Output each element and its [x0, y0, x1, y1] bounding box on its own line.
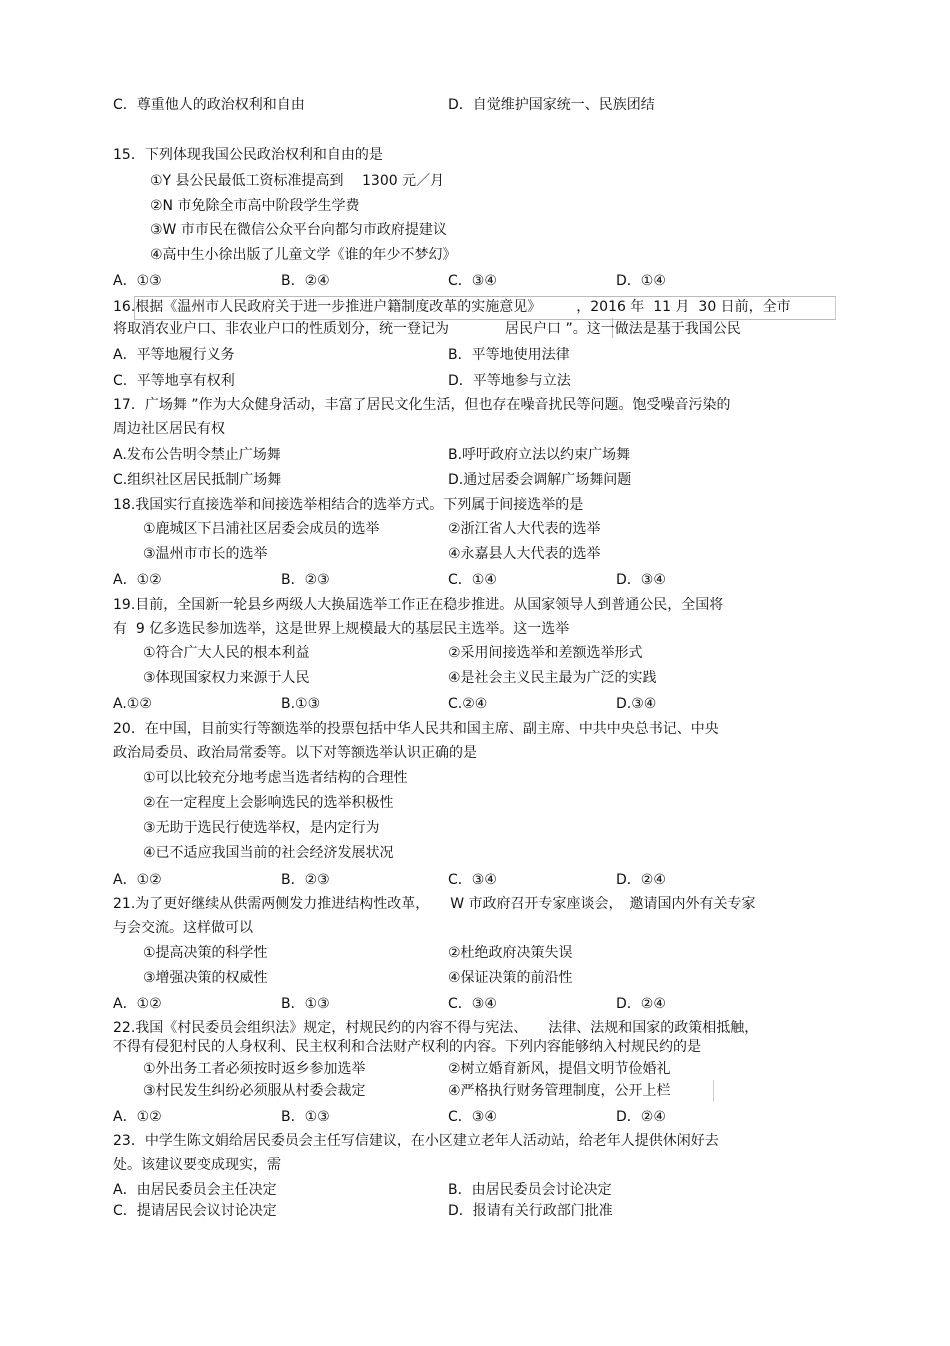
statement-4: ④已不适应我国当前的社会经济发展状况 [143, 845, 394, 861]
option-b: B．由居民委员会讨论决定 [448, 1182, 612, 1198]
option-c: C．③④ [448, 996, 497, 1012]
statement-2: ②浙江省人大代表的选举 [448, 521, 601, 537]
statement-2: ②树立婚育新风，提倡文明节俭婚礼 [448, 1061, 671, 1077]
question-23-stem: 23．中学生陈文娟给居民委员会主任写信建议，在小区建立老年人活动站，给老年人提供休闲好去 [113, 1133, 719, 1149]
option-c: C．提请居民会议讨论决定 [113, 1203, 277, 1219]
statement-3: ③增强决策的权威性 [143, 970, 268, 986]
option-a: A．由居民委员会主任决定 [113, 1182, 277, 1198]
statement-3: ③体现国家权力来源于人民 [143, 670, 310, 686]
option-a: A．①② [113, 572, 162, 588]
option-c: C．尊重他人的政治权利和自由 [113, 97, 305, 113]
question-21-stem: 21.为了更好继续从供需两侧发力推进结构性改革， W 市政府召开专家座谈会， 邀请国内外有关专家 [113, 896, 756, 912]
statement-2: ②采用间接选举和差额选举形式 [448, 645, 643, 661]
option-a: A．①② [113, 1109, 162, 1125]
option-b: B．②④ [281, 273, 330, 289]
option-c: C．③④ [448, 273, 497, 289]
question-16-stem: 16.根据《温州市人民政府关于进一步推进户籍制度改革的实施意见》 ，2016 年 11 月 30 日前，全市 [113, 299, 791, 315]
option-b: B．平等地使用法律 [448, 347, 570, 363]
highlight-divider [713, 1080, 714, 1102]
option-b: B．②③ [281, 872, 330, 888]
option-d: D．②④ [616, 872, 666, 888]
option-d: D．②④ [616, 1109, 666, 1125]
statement-2: ②杜绝政府决策失误 [448, 945, 573, 961]
option-b: B.呼吁政府立法以约束广场舞 [448, 447, 631, 463]
option-d: D．①④ [616, 273, 666, 289]
option-d: D．平等地参与立法 [448, 373, 571, 389]
question-23-stem-cont: 处。该建议要变成现实，需 [113, 1157, 281, 1173]
option-d: D.通过居委会调解广场舞问题 [448, 472, 632, 488]
option-c: C．平等地享有权利 [113, 373, 235, 389]
option-c: C.②④ [448, 696, 488, 712]
option-a: A.①② [113, 696, 152, 712]
statement-3: ③温州市市长的选举 [143, 546, 268, 562]
option-b: B．①③ [281, 1109, 330, 1125]
option-d: D．报请有关行政部门批准 [448, 1203, 613, 1219]
option-a: A．①② [113, 996, 162, 1012]
option-d: D．③④ [616, 572, 666, 588]
statement-4: ④高中生小徐出版了儿童文学《谁的年少不梦幻》 [150, 247, 457, 263]
question-22-stem: 22.我国《村民委员会组织法》规定，村规民约的内容不得与宪法、 法律、法规和国家的政策相抵触， [113, 1020, 759, 1036]
statement-1: ①外出务工者必须按时返乡参加选举 [143, 1061, 366, 1077]
question-15-stem: 15．下列体现我国公民政治权利和自由的是 [113, 147, 383, 163]
statement-4: ④是社会主义民主最为广泛的实践 [448, 670, 657, 686]
option-d: D．自觉维护国家统一、民族团结 [448, 97, 655, 113]
question-17-stem: 17．广场舞 ”作为大众健身活动，丰富了居民文化生活，但也存在噪音扰民等问题。饱受噪音污染的 [113, 397, 731, 413]
option-b: B.①③ [281, 696, 321, 712]
option-a: A．平等地履行义务 [113, 347, 235, 363]
question-22-stem-cont: 不得有侵犯村民的人身权利、民主权利和合法财产权利的内容。下列内容能够纳入村规民约的是 [113, 1039, 701, 1055]
question-20-stem: 20．在中国，目前实行等额选举的投票包括中华人民共和国主席、副主席、中共中央总书记、中央 [113, 721, 719, 737]
statement-1: ①提高决策的科学性 [143, 945, 268, 961]
statement-3: ③W 市市民在微信公众平台向都匀市政府提建议 [150, 222, 447, 238]
statement-4: ④严格执行财务管理制度，公开上栏 [448, 1083, 671, 1099]
question-19-stem: 19.目前，全国新一轮县乡两级人大换届选举工作正在稳步推进。从国家领导人到普通公民，全国将 [113, 597, 724, 613]
option-c: C．③④ [448, 1109, 497, 1125]
statement-1: ①符合广大人民的根本利益 [143, 645, 310, 661]
statement-1: ①可以比较充分地考虑当选者结构的合理性 [143, 770, 408, 786]
statement-1: ①鹿城区下吕浦社区居委会成员的选举 [143, 521, 380, 537]
option-d: D.③④ [616, 696, 657, 712]
statement-4: ④保证决策的前沿性 [448, 970, 573, 986]
option-a: A．①② [113, 872, 162, 888]
option-a: A．①③ [113, 273, 162, 289]
question-16-stem-cont: 将取消农业户口、非农业户口的性质划分，统一登记为 居民户口 ”。这一做法是基于我国公民 [113, 321, 741, 337]
option-a: A.发布公告明令禁止广场舞 [113, 447, 281, 463]
statement-3: ③村民发生纠纷必须服从村委会裁定 [143, 1083, 366, 1099]
question-17-stem-cont: 周边社区居民有权 [113, 421, 225, 437]
question-20-stem-cont: 政治局委员、政治局常委等。以下对等额选举认识正确的是 [113, 745, 477, 761]
statement-1: ①Y 县公民最低工资标准提高到 1300 元／月 [150, 173, 445, 189]
question-21-stem-cont: 与会交流。这样做可以 [113, 920, 253, 936]
option-b: B．②③ [281, 572, 330, 588]
question-19-stem-cont: 有 9 亿多选民参加选举，这是世界上规模最大的基层民主选举。这一选举 [113, 621, 570, 637]
option-c: C.组织社区居民抵制广场舞 [113, 472, 282, 488]
statement-2: ②在一定程度上会影响选民的选举积极性 [143, 795, 394, 811]
statement-2: ②N 市免除全市高中阶段学生学费 [150, 198, 360, 214]
option-c: C．①④ [448, 572, 497, 588]
option-d: D．②④ [616, 996, 666, 1012]
option-c: C．③④ [448, 872, 497, 888]
option-b: B．①③ [281, 996, 330, 1012]
statement-4: ④永嘉县人大代表的选举 [448, 546, 601, 562]
statement-3: ③无助于选民行使选举权，是内定行为 [143, 820, 380, 836]
question-18-stem: 18.我国实行直接选举和间接选举相结合的选举方式。下列属于间接选举的是 [113, 497, 584, 513]
